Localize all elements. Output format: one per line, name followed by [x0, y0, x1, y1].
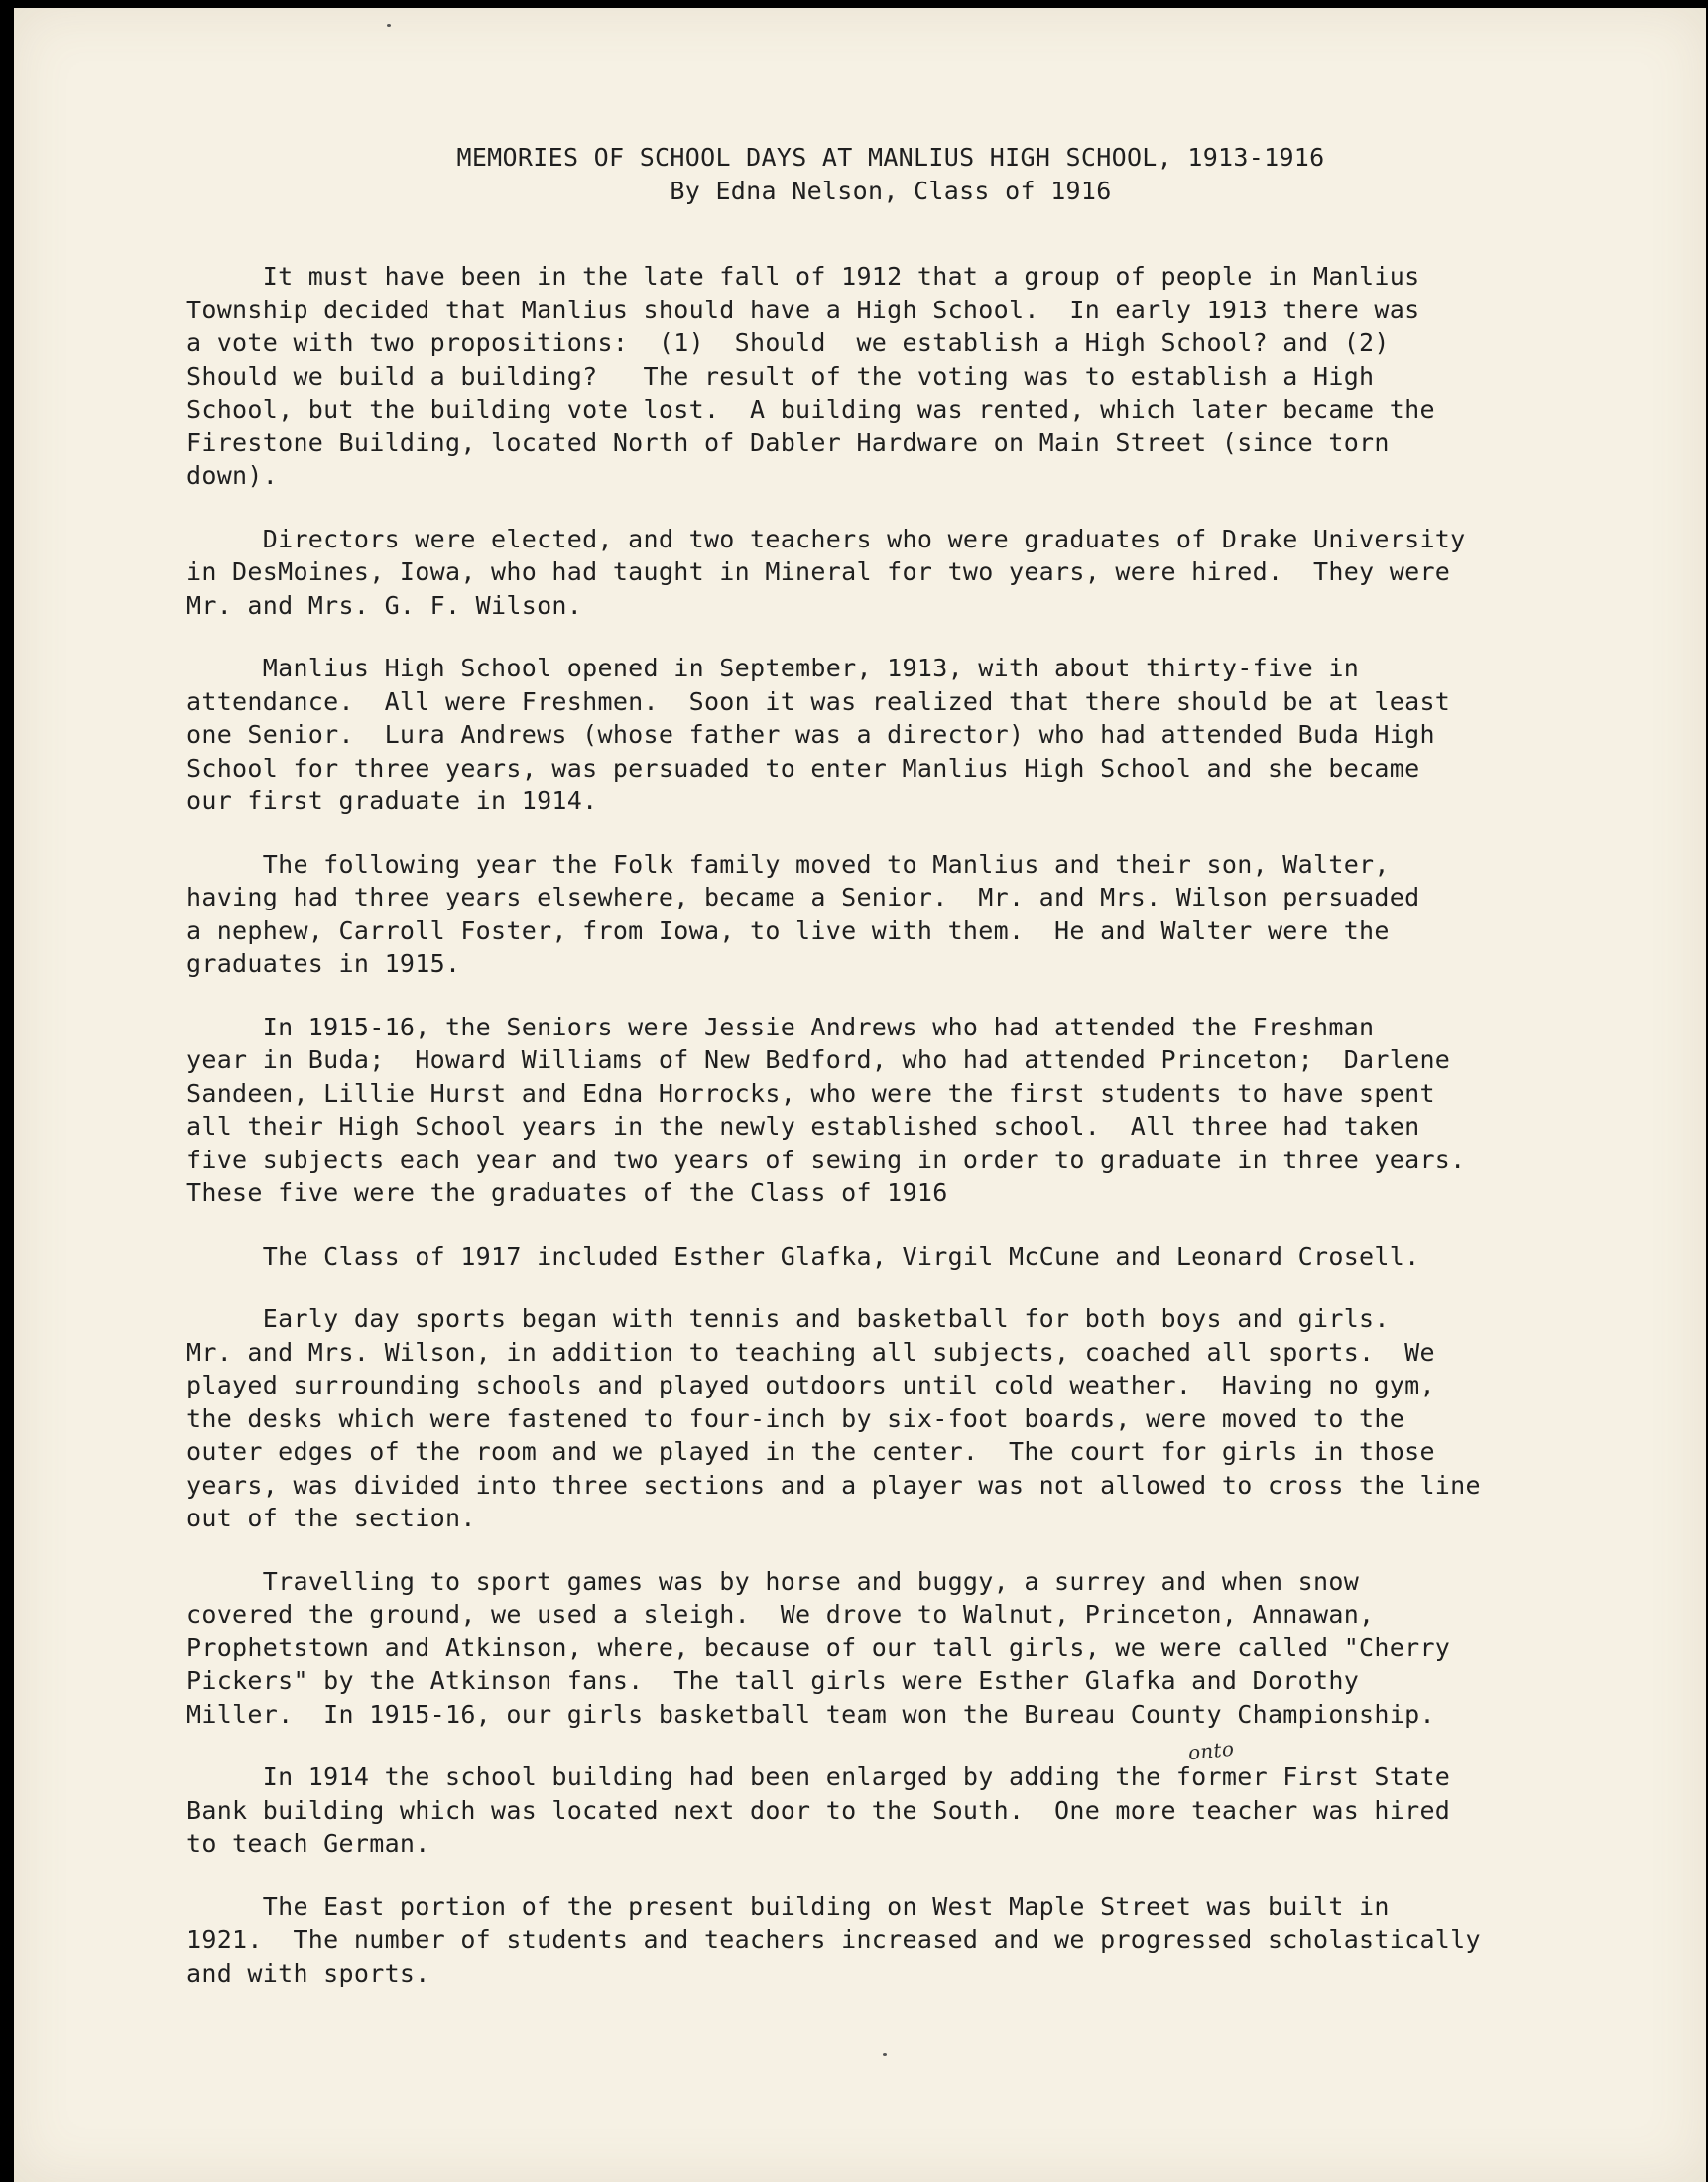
text-line: year in Buda; Howard Williams of New Bedford, who had attended Princeton; Darlene — [186, 1045, 1451, 1074]
text-line: all their High School years in the newly established school. All three had taken — [186, 1112, 1420, 1141]
text-line: the desks which were fastened to four-inch by six-foot boards, were moved to the — [186, 1403, 1405, 1433]
text-line: out of the section. — [186, 1504, 476, 1532]
text-line: School, but the building vote lost. A building was rented, which later became the — [186, 395, 1435, 424]
text-line: Firestone Building, located North of Dabler Hardware on Main Street (since torn — [186, 427, 1390, 457]
document-body — [186, 260, 1615, 1990]
text-line: covered the ground, we used a sleigh. We drove to Walnut, Princeton, Annawan, — [186, 1600, 1375, 1629]
paragraph — [186, 1736, 1615, 1861]
document-title: MEMORIES OF SCHOOL DAYS AT MANLIUS HIGH SCHOOL, 1913-1916 — [456, 143, 1325, 172]
text-line: years, was divided into three sections and a player was not allowed to cross the line — [186, 1470, 1481, 1500]
text-line: Pickers" by the Atkinson fans. The tall girls were Esther Glafka and Dorothy — [186, 1666, 1360, 1695]
text-line: Mr. and Mrs. G. F. Wilson. — [186, 590, 583, 620]
text-line: and with sports. — [186, 1958, 430, 1988]
text-line: attendance. All were Freshmen. Soon it was realized that there should be at least — [186, 686, 1451, 716]
paragraph — [186, 848, 1615, 981]
text-line: Bank building which was located next door to the South. One more teacher was hired — [186, 1795, 1451, 1825]
paragraph — [186, 1302, 1615, 1535]
text-line: one Senior. Lura Andrews (whose father was a director) who had attended Buda High — [186, 720, 1435, 749]
paragraph — [186, 1890, 1615, 1991]
paragraph — [186, 1011, 1615, 1210]
text-line: Miller. In 1915-16, our girls basketball team won the Bureau County Championship. — [186, 1699, 1435, 1729]
text-line: played surrounding schools and played outdoors until cold weather. Having no gym, — [186, 1371, 1435, 1399]
text-line: Prophetstown and Atkinson, where, because of our tall girls, we were called "Cherry — [186, 1633, 1451, 1662]
text-line: Manlius High School opened in September, 1913, with about thirty-five in — [186, 654, 1360, 682]
text-line: Early day sports began with tennis and basketball for both boys and girls. — [186, 1304, 1390, 1333]
text-line: Directors were elected, and two teachers who were graduates of Drake University — [186, 524, 1466, 553]
text-line: outer edges of the room and we played in the center. The court for girls in those — [186, 1437, 1435, 1466]
paragraph — [186, 1240, 1615, 1273]
text-line: The East portion of the present building on West Maple Street was built in — [186, 1891, 1390, 1921]
text-line: Should we build a building? The result of the voting was to establish a High — [186, 361, 1375, 391]
text-line: to teach German. — [186, 1829, 430, 1858]
text-line: Sandeen, Lillie Hurst and Edna Horrocks, who were the first students to have spent — [186, 1078, 1435, 1108]
paragraph — [186, 260, 1615, 493]
text-line: It must have been in the late fall of 1912 that a group of people in Manlius — [186, 262, 1420, 291]
text-line: five subjects each year and two years of sewing in order to graduate in three years. — [186, 1145, 1466, 1174]
document-header — [186, 141, 1595, 208]
text-line: The Class of 1917 included Esther Glafka, Virgil McCune and Leonard Crosell. — [186, 1241, 1420, 1271]
text-line: School for three years, was persuaded to enter Manlius High School and she became — [186, 753, 1420, 783]
text-line: in DesMoines, Iowa, who had taught in Mineral for two years, were hired. They were — [186, 557, 1451, 586]
text-line: These five were the graduates of the Class of 1916 — [186, 1178, 948, 1207]
text-line: 1921. The number of students and teachers increased and we progressed scholastically — [186, 1925, 1481, 1954]
document-byline: By Edna Nelson, Class of 1916 — [670, 177, 1112, 205]
paragraph — [186, 652, 1615, 818]
text-line: Township decided that Manlius should have a High School. In early 1913 there was — [186, 295, 1420, 324]
paragraph — [186, 1565, 1615, 1732]
text-line: Travelling to sport games was by horse and buggy, a surrey and when snow — [186, 1566, 1360, 1596]
text-line: Mr. and Mrs. Wilson, in addition to teaching all subjects, coached all sports. We — [186, 1337, 1435, 1367]
text-line: graduates in 1915. — [186, 949, 461, 978]
text-line: a vote with two propositions: (1) Should we establish a High School? and (2) — [186, 328, 1390, 357]
text-line: In 1915-16, the Seniors were Jessie Andrews who had attended the Freshman — [186, 1012, 1375, 1041]
text-line: down). — [186, 461, 279, 490]
ink-speck — [883, 2053, 887, 2056]
handwritten-annotation: onto — [1186, 1736, 1236, 1765]
text-line: a nephew, Carroll Foster, from Iowa, to live with them. He and Walter were the — [186, 915, 1390, 945]
text-line: having had three years elsewhere, became a Senior. Mr. and Mrs. Wilson persuaded — [186, 883, 1420, 911]
text-line: The following year the Folk family moved to Manlius and their son, Walter, — [186, 849, 1390, 879]
document-page — [186, 141, 1615, 2019]
text-line: In 1914 the school building had been enlarged by adding the former First State — [186, 1762, 1451, 1791]
paragraph — [186, 523, 1615, 623]
text-line: our first graduate in 1914. — [186, 787, 598, 815]
ink-speck — [387, 24, 391, 27]
